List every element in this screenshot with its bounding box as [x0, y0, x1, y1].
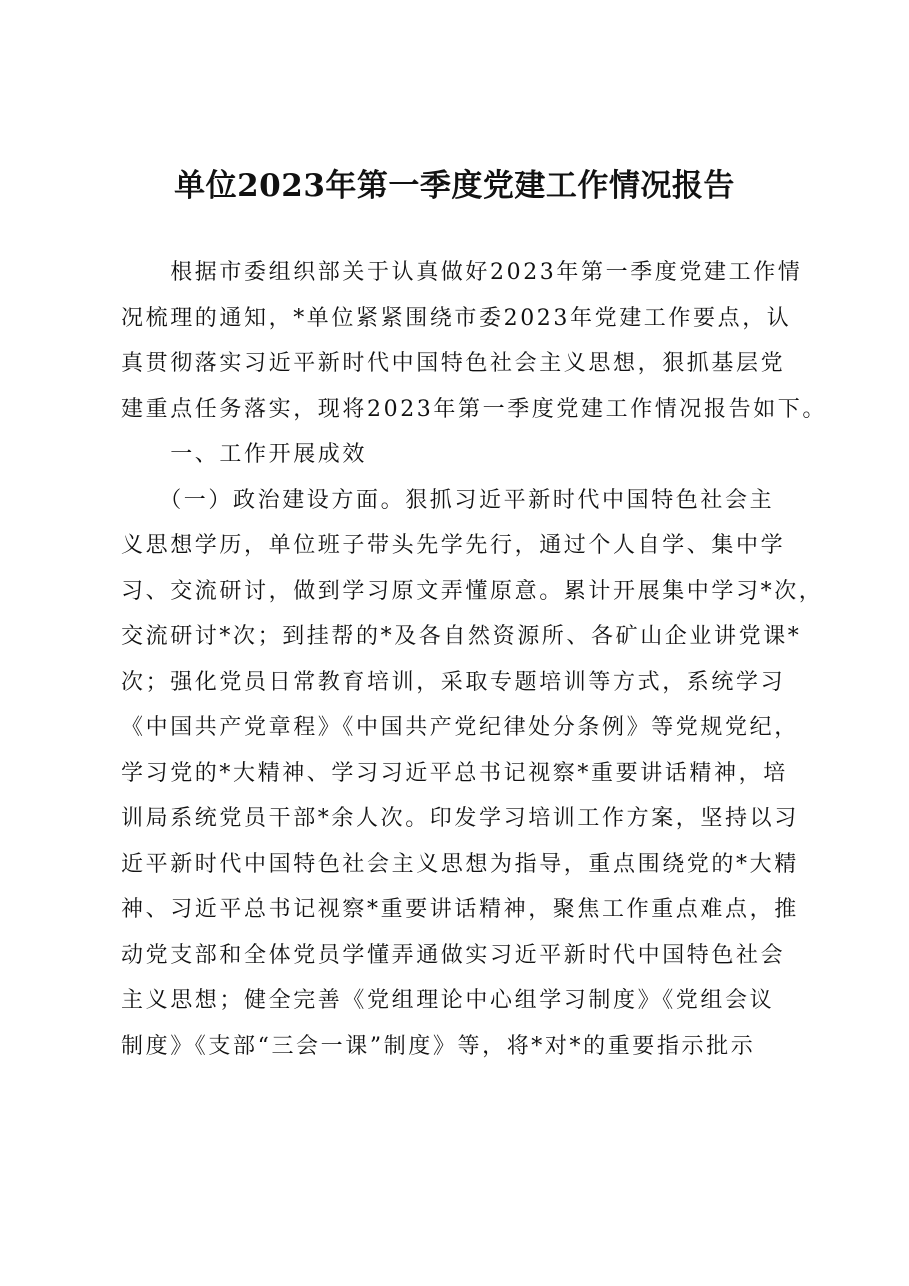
body-line: 主义思想；健全完善《党组理论中心组学习制度》《党组会议 — [121, 988, 775, 1013]
body-line: 制度》《支部“三会一课”制度》等，将*对*的重要指示批示 — [121, 1033, 756, 1059]
body-line: 近平新时代中国特色社会主义思想为指导，重点围绕党的*大精 — [121, 851, 799, 877]
document-body — [121, 250, 827, 1069]
body-line: 交流研讨*次；到挂帮的*及各自然资源所、各矿山企业讲党课* — [121, 624, 802, 649]
body-line: 义思想学历，单位班子带头先学先行，通过个人自学、集中学 — [121, 533, 786, 558]
body-line: 况梳理的通知，*单位紧紧围绕市委2023年党建工作要点，认 — [121, 305, 792, 331]
body-line: 建重点任务落实，现将2023年第一季度党建工作情况报告如下。 — [121, 396, 827, 422]
body-line: 次；强化党员日常教育培训，采取专题培训等方式，系统学习 — [121, 669, 786, 695]
body-line: 根据市委组织部关于认真做好2023年第一季度党建工作情 — [121, 260, 803, 285]
body-line: 动党支部和全体党员学懂弄通做实习近平新时代中国特色社会 — [121, 942, 786, 968]
body-line: 学习党的*大精神、学习习近平总书记视察*重要讲话精神，培 — [121, 760, 788, 786]
body-line: 真贯彻落实习近平新时代中国特色社会主义思想，狠抓基层党 — [121, 351, 786, 376]
section-heading: 一、工作开展成效 — [121, 442, 368, 467]
document-title: 单位2023年第一季度党建工作情况报告 — [174, 168, 735, 204]
body-line: 训局系统党员干部*余人次。印发学习培训工作方案，坚持以习 — [121, 806, 799, 831]
body-line: 《中国共产党章程》《中国共产党纪律处分条例》等党规党纪， — [121, 715, 799, 740]
body-line: （一）政治建设方面。狠抓习近平新时代中国特色社会主 — [121, 487, 775, 513]
body-line: 神、习近平总书记视察*重要讲话精神，聚焦工作重点难点，推 — [121, 897, 799, 922]
body-line: 习、交流研讨，做到学习原文弄懂原意。累计开展集中学习*次， — [121, 578, 824, 604]
